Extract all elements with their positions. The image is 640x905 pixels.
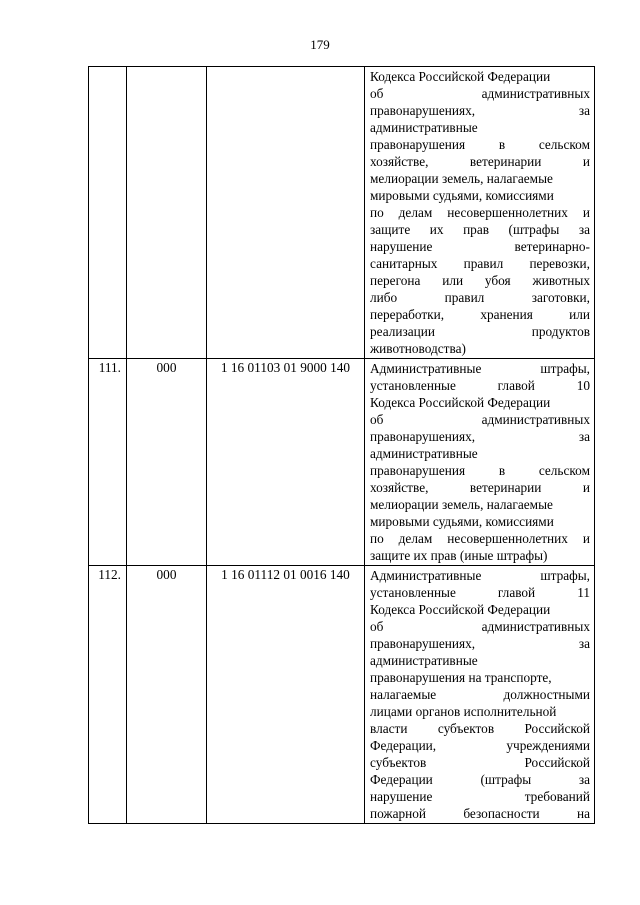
description-line	[370, 306, 590, 323]
description-word: либо	[370, 290, 398, 305]
description-word: перегона	[370, 273, 421, 288]
description-word: или	[569, 307, 590, 322]
description-line	[370, 703, 590, 720]
description-word: штрафы,	[540, 361, 590, 376]
description-word: Кодекса Российской Федерации	[370, 395, 551, 410]
description-word: мировыми судьями, комиссиями	[370, 188, 554, 203]
description-word: хозяйстве,	[370, 480, 429, 495]
description-line	[370, 496, 590, 513]
description-line	[370, 204, 590, 221]
description-word: Федерации	[370, 772, 433, 787]
description-word: мелиорации земель, налагаемые	[370, 497, 553, 512]
table-row	[89, 359, 595, 566]
page-number: 179	[310, 37, 330, 52]
description-word: на	[576, 806, 590, 821]
description-word: за	[578, 772, 590, 787]
description-word: Федерации,	[370, 738, 437, 753]
description-word: административные	[370, 446, 478, 461]
description-word: Кодекса Российской Федерации	[370, 69, 551, 84]
description-word: 10	[576, 378, 590, 393]
description-word: ветеринарии	[469, 480, 542, 495]
description-word: или	[442, 273, 464, 288]
description-word: сельском	[538, 137, 590, 152]
description-line	[370, 513, 590, 530]
description-word: (штрафы	[508, 222, 560, 237]
description-line	[370, 323, 590, 340]
description-word: животноводства)	[370, 341, 466, 356]
description-word: должностными	[503, 687, 590, 702]
description-word: власти	[370, 721, 408, 736]
admin-code-cell	[127, 67, 207, 359]
description-line	[370, 479, 590, 496]
description-line	[370, 377, 590, 394]
description-word: санитарных	[370, 256, 438, 271]
description-word: хозяйстве,	[370, 154, 429, 169]
description-word: правонарушения	[370, 463, 466, 478]
admin-code-cell: 000	[127, 359, 207, 566]
description-word: об	[370, 86, 384, 101]
description-word: правонарушениях,	[370, 429, 476, 444]
description-line	[370, 584, 590, 601]
description-line	[370, 119, 590, 136]
description-word: прав	[463, 222, 490, 237]
description-line	[370, 720, 590, 737]
description-word: административных	[481, 412, 590, 427]
description-word: правонарушения на транспорте,	[370, 670, 552, 685]
description-word: заготовки,	[531, 290, 590, 305]
description-word: мировыми судьями, комиссиями	[370, 514, 554, 529]
description-cell	[365, 566, 595, 824]
kbk-code-cell: 1 16 01103 01 9000 140	[207, 359, 365, 566]
description-word: правил	[444, 290, 485, 305]
description-word: мелиорации земель, налагаемые	[370, 171, 553, 186]
description-word: штрафы,	[540, 568, 590, 583]
description-line	[370, 221, 590, 238]
description-word: нарушение	[370, 789, 433, 804]
description-word: по	[370, 531, 384, 546]
description-word: Административные	[370, 361, 482, 376]
description-line	[370, 445, 590, 462]
description-line	[370, 187, 590, 204]
description-line	[370, 788, 590, 805]
description-line	[370, 805, 590, 822]
admin-code-cell: 000	[127, 566, 207, 824]
description-word: Кодекса Российской Федерации	[370, 602, 551, 617]
description-line	[370, 652, 590, 669]
description-line	[370, 153, 590, 170]
description-word: и	[582, 154, 590, 169]
description-word: административные	[370, 653, 478, 668]
description-word: об	[370, 412, 384, 427]
description-line	[370, 669, 590, 686]
description-line	[370, 272, 590, 289]
description-word: животных	[532, 273, 590, 288]
description-word: ветеринарно-	[514, 239, 590, 254]
description-line	[370, 289, 590, 306]
description-line	[370, 462, 590, 479]
description-word: 11	[577, 585, 590, 600]
description-word: нарушение	[370, 239, 433, 254]
kbk-code-cell: 1 16 01112 01 0016 140	[207, 566, 365, 824]
description-word: пожарной	[370, 806, 427, 821]
description-word: сельском	[538, 463, 590, 478]
description-word: административные	[370, 120, 478, 135]
description-word: перевозки,	[529, 256, 590, 271]
description-word: административных	[481, 86, 590, 101]
description-word: Российской	[524, 721, 590, 736]
description-word: (штрафы	[480, 772, 532, 787]
description-word: субъектов	[370, 755, 427, 770]
description-line	[370, 136, 590, 153]
description-word: защите их прав (иные штрафы)	[370, 548, 548, 563]
description-line	[370, 255, 590, 272]
description-word: за	[578, 429, 590, 444]
description-word: Административные	[370, 568, 482, 583]
description-word: убоя	[484, 273, 511, 288]
description-line	[370, 567, 590, 584]
description-word: субъектов	[437, 721, 495, 736]
description-line	[370, 737, 590, 754]
description-line	[370, 771, 590, 788]
budget-codes-table	[88, 66, 595, 824]
description-line	[370, 238, 590, 255]
description-word: установленные	[370, 378, 456, 393]
description-line	[370, 428, 590, 445]
row-number-cell	[89, 67, 127, 359]
description-word: требований	[524, 789, 590, 804]
description-word: за	[578, 636, 590, 651]
description-word: главой	[497, 378, 535, 393]
description-word: несовершеннолетних	[447, 531, 568, 546]
description-word: защите	[370, 222, 411, 237]
description-line	[370, 547, 590, 564]
description-word: правонарушениях,	[370, 636, 476, 651]
description-word: продуктов	[531, 324, 590, 339]
description-line	[370, 411, 590, 428]
table-row	[89, 566, 595, 824]
description-word: лицами органов исполнительной	[370, 704, 557, 719]
description-word: реализации	[370, 324, 435, 339]
description-line	[370, 170, 590, 187]
description-line	[370, 340, 590, 357]
description-line	[370, 618, 590, 635]
description-word: делам	[398, 205, 433, 220]
description-word: и	[582, 480, 590, 495]
description-line	[370, 601, 590, 618]
description-word: за	[578, 103, 590, 118]
description-word: налагаемые	[370, 687, 437, 702]
description-word: об	[370, 619, 384, 634]
kbk-code-cell	[207, 67, 365, 359]
description-word: безопасности	[463, 806, 540, 821]
description-word: делам	[398, 531, 433, 546]
description-cell	[365, 67, 595, 359]
description-word: и	[582, 205, 590, 220]
description-word: учреждениями	[506, 738, 590, 753]
description-line	[370, 68, 590, 85]
description-word: в	[498, 137, 506, 152]
table-row	[89, 67, 595, 359]
description-word: хранения	[480, 307, 533, 322]
description-word: установленные	[370, 585, 456, 600]
description-line	[370, 754, 590, 771]
description-word: за	[578, 222, 590, 237]
description-word: и	[582, 531, 590, 546]
description-line	[370, 360, 590, 377]
row-number-cell: 112.	[89, 566, 127, 824]
description-line	[370, 102, 590, 119]
description-word: Российской	[524, 755, 590, 770]
description-word: административных	[481, 619, 590, 634]
description-line	[370, 394, 590, 411]
description-line	[370, 635, 590, 652]
description-line	[370, 85, 590, 102]
description-line	[370, 530, 590, 547]
description-cell	[365, 359, 595, 566]
description-word: правил	[463, 256, 504, 271]
description-word: по	[370, 205, 384, 220]
description-word: их	[429, 222, 444, 237]
description-word: переработки,	[370, 307, 445, 322]
description-word: несовершеннолетних	[447, 205, 568, 220]
description-line	[370, 686, 590, 703]
description-word: правонарушениях,	[370, 103, 476, 118]
description-word: ветеринарии	[469, 154, 542, 169]
description-word: главой	[497, 585, 536, 600]
description-word: правонарушения	[370, 137, 466, 152]
description-word: в	[498, 463, 506, 478]
row-number-cell: 111.	[89, 359, 127, 566]
